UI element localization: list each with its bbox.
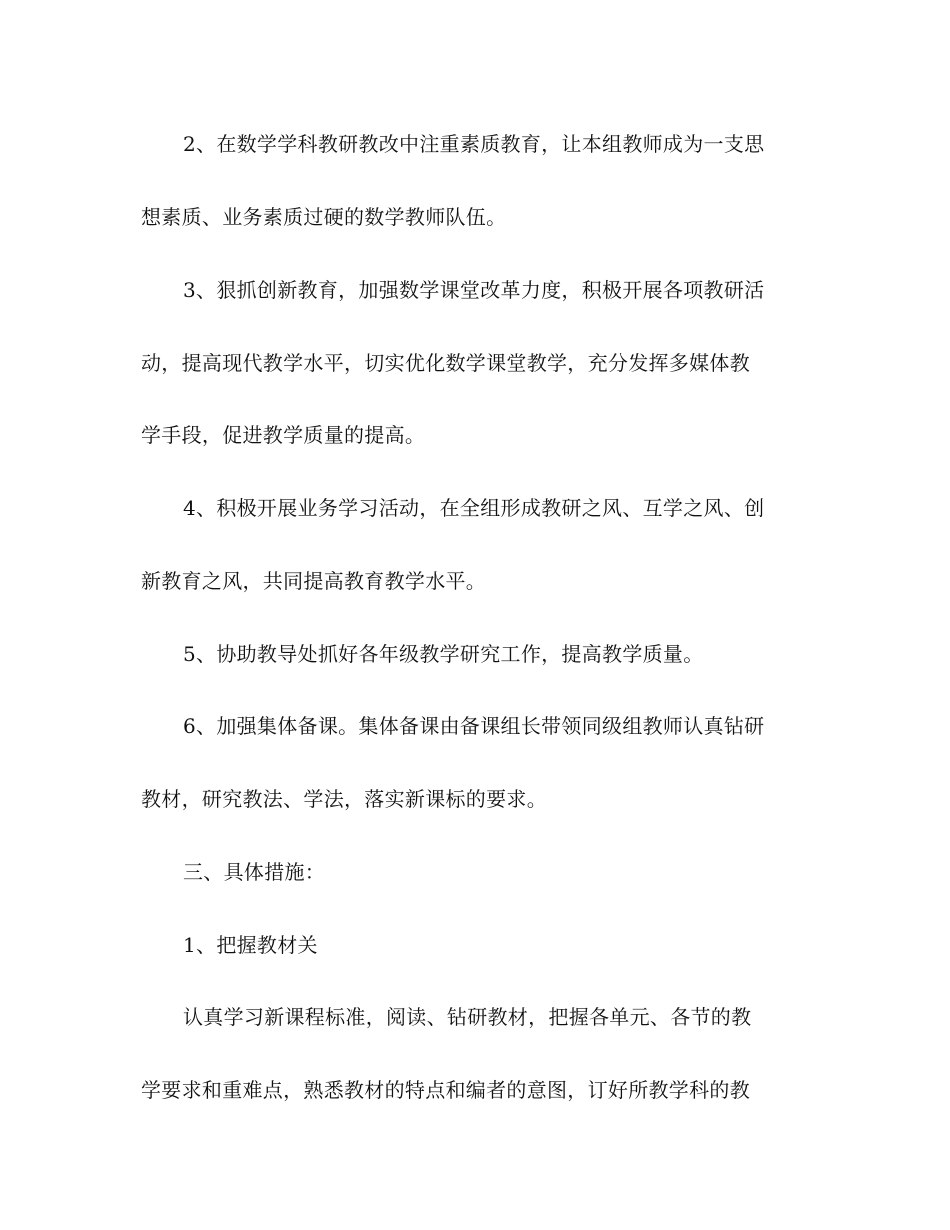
text-line: 学手段，促进教学质量的提高。 (141, 423, 426, 447)
text-line: 学要求和重难点，熟悉教材的特点和编者的意图，订好所教学科的教 (141, 1078, 750, 1102)
text-line: 认真学习新课程标准，阅读、钻研教材，把握各单元、各节的教 (183, 1005, 752, 1029)
text-line: 3、狠抓创新教育，加强数学课堂改革力度，积极开展各项教研活 (183, 278, 765, 302)
text-line: 5、协助教导处抓好各年级教学研究工作，提高教学质量。 (183, 642, 704, 666)
text-line: 2、在数学学科教研教改中注重素质教育，让本组教师成为一支思 (183, 132, 765, 156)
text-line: 教材，研究教法、学法，落实新课标的要求。 (141, 787, 547, 811)
text-line: 想素质、业务素质过硬的数学教师队伍。 (141, 205, 507, 229)
text-line: 6、加强集体备课。集体备课由备课组长带领同级组教师认真钻研 (183, 714, 765, 738)
text-line: 新教育之风，共同提高教育教学水平。 (141, 569, 487, 593)
text-line: 4、积极开展业务学习活动，在全组形成教研之风、互学之风、创 (183, 496, 765, 520)
section-heading: 三、具体措施： (183, 860, 326, 884)
subsection-heading: 1、把握教材关 (183, 933, 318, 957)
text-line: 动，提高现代教学水平，切实优化数学课堂教学，充分发挥多媒体教 (141, 351, 750, 375)
